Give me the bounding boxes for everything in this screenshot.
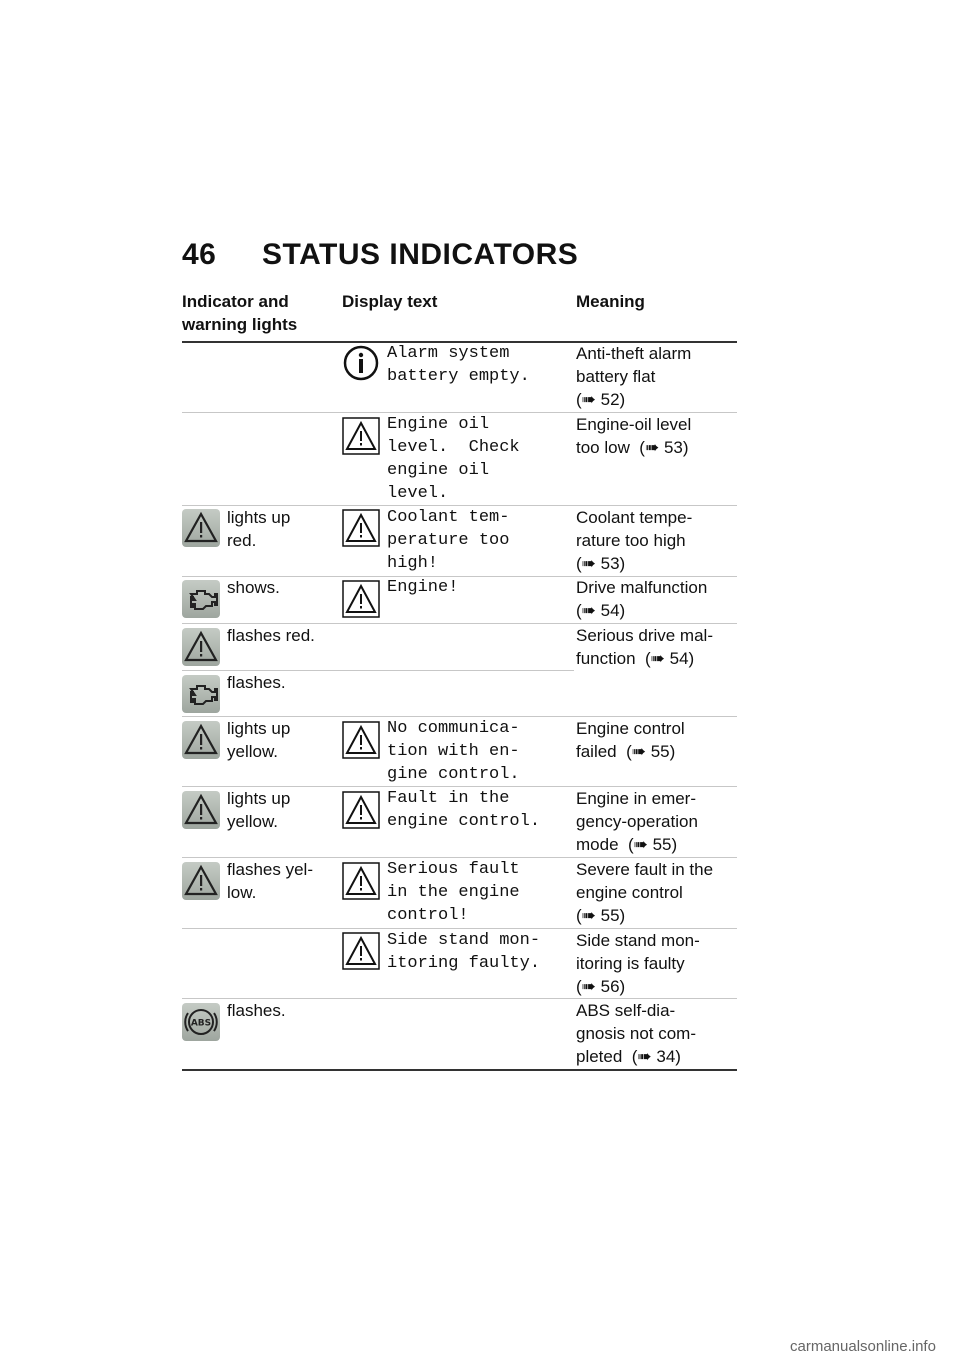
display-text: Alarm system battery empty. — [387, 344, 530, 386]
page-title — [182, 238, 578, 272]
page-number: 46 — [182, 238, 217, 271]
indicator-text: flashes yel- low. — [227, 860, 313, 902]
info-icon — [342, 344, 380, 382]
warning-triangle-icon — [342, 509, 380, 547]
meaning-text: Coolant tempe- rature too high (➠ 53) — [576, 508, 693, 573]
display-text: Engine oil level. Check engine oil level. — [387, 415, 520, 503]
meaning-text: ABS self-dia- gnosis not com- pleted (➠ 34) — [576, 1001, 696, 1066]
display-text: Serious fault in the engine control! — [387, 860, 520, 925]
meaning-text: Engine-oil level too low (➠ 53) — [576, 415, 692, 457]
display-text: Engine! — [387, 578, 459, 597]
column-header-indicator — [182, 290, 297, 336]
warning-triangle-icon — [342, 417, 380, 455]
warning-triangle-icon — [342, 862, 380, 900]
engine-light-icon — [182, 580, 220, 618]
page-title-text: STATUS INDICATORS — [262, 238, 579, 271]
indicator-text: lights up yellow. — [227, 789, 291, 831]
warning-triangle-icon — [342, 580, 380, 618]
indicator-text: flashes. — [227, 673, 286, 692]
warning-light-icon — [182, 862, 220, 900]
warning-light-icon — [182, 721, 220, 759]
meaning-text: Drive malfunction (➠ 54) — [576, 578, 708, 620]
table-bottom-rule — [182, 1069, 737, 1071]
column-header-indicator-line1: Indicator and — [182, 292, 289, 311]
column-header-display: Display text — [342, 292, 438, 311]
warning-light-icon — [182, 628, 220, 666]
warning-triangle-icon — [342, 791, 380, 829]
meaning-text: Anti-theft alarm battery flat (➠ 52) — [576, 344, 692, 409]
indicator-text: flashes red. — [227, 626, 315, 645]
abs-light-icon — [182, 1003, 220, 1041]
warning-triangle-icon — [342, 721, 380, 759]
warning-light-icon — [182, 791, 220, 829]
indicator-text: lights up yellow. — [227, 719, 291, 761]
indicator-text: flashes. — [227, 1001, 286, 1020]
engine-light-icon — [182, 675, 220, 713]
display-text: Fault in the engine control. — [387, 789, 541, 831]
meaning-text: Engine control failed (➠ 55) — [576, 719, 685, 761]
meaning-text: Severe fault in the engine control (➠ 55) — [576, 860, 714, 925]
display-text: Coolant tem- perature too high! — [387, 508, 510, 573]
indicator-text: shows. — [227, 578, 280, 597]
indicator-text: lights up red. — [227, 508, 291, 550]
meaning-text: Serious drive mal- function (➠ 54) — [576, 626, 713, 668]
column-header-indicator-line2: warning lights — [182, 315, 298, 334]
meaning-text: Engine in emer- gency-operation mode (➠ 55) — [576, 789, 698, 854]
display-text: Side stand mon- itoring faulty. — [387, 931, 541, 973]
warning-triangle-icon — [342, 932, 380, 970]
watermark: carmanualsonline.info — [790, 1338, 936, 1355]
warning-light-icon — [182, 509, 220, 547]
display-text: No communica- tion with en- gine control. — [387, 719, 520, 784]
column-header-meaning: Meaning — [576, 292, 645, 311]
meaning-text: Side stand mon- itoring is faulty (➠ 56) — [576, 931, 700, 996]
svg-text:ABS: ABS — [190, 1018, 212, 1029]
